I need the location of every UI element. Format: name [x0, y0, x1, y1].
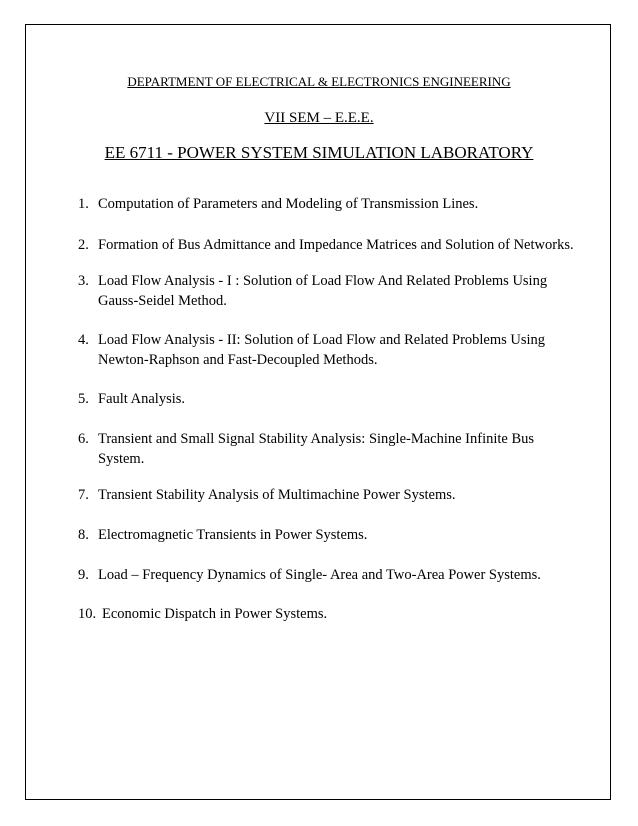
experiment-item — [78, 525, 608, 545]
experiment-title-continued: Newton-Raphson and Fast-Decoupled Methods. — [98, 352, 378, 368]
experiment-item — [78, 271, 608, 311]
experiment-item — [78, 485, 608, 505]
experiment-number: 2. — [78, 237, 89, 253]
experiment-item — [78, 235, 608, 255]
experiment-item — [78, 194, 608, 214]
experiment-title: Fault Analysis. — [98, 391, 186, 407]
department-heading: DEPARTMENT OF ELECTRICAL & ELECTRONICS ENGINEERING — [127, 74, 511, 89]
experiment-item — [78, 429, 608, 469]
experiment-title: Load Flow Analysis - II: Solution of Load Flow and Related Problems Using — [98, 332, 546, 348]
experiment-title: Load – Frequency Dynamics of Single- Area and Two-Area Power Systems. — [98, 567, 541, 583]
experiment-title: Transient and Small Signal Stability Analysis: Single-Machine Infinite Bus — [98, 431, 535, 447]
experiment-number: 8. — [78, 527, 89, 543]
experiment-title: Formation of Bus Admittance and Impedance Matrices and Solution of Networks. — [98, 237, 574, 253]
semester-heading: VII SEM – E.E.E. — [264, 110, 374, 126]
page-border — [25, 24, 611, 800]
experiment-title: Economic Dispatch in Power Systems. — [102, 606, 328, 622]
experiment-number: 3. — [78, 273, 89, 289]
experiment-number: 1. — [78, 196, 89, 212]
experiment-number: 7. — [78, 487, 89, 503]
experiment-title: Computation of Parameters and Modeling of Transmission Lines. — [98, 196, 479, 212]
lab-title-heading: EE 6711 - POWER SYSTEM SIMULATION LABORATORY — [104, 143, 534, 162]
experiment-item — [78, 565, 608, 585]
experiment-title: Load Flow Analysis - I : Solution of Load Flow And Related Problems Using — [98, 273, 548, 289]
experiment-item — [78, 604, 608, 624]
experiment-title-continued: System. — [98, 451, 145, 467]
experiment-item — [78, 389, 608, 409]
experiment-number: 5. — [78, 391, 89, 407]
experiment-title: Transient Stability Analysis of Multimachine Power Systems. — [98, 487, 456, 503]
experiment-item — [78, 330, 608, 370]
experiment-number: 4. — [78, 332, 89, 348]
experiment-number: 9. — [78, 567, 89, 583]
experiment-number: 6. — [78, 431, 89, 447]
experiment-number: 10. — [78, 606, 97, 622]
experiment-title-continued: Gauss-Seidel Method. — [98, 293, 227, 309]
experiment-title: Electromagnetic Transients in Power Systems. — [98, 527, 368, 543]
